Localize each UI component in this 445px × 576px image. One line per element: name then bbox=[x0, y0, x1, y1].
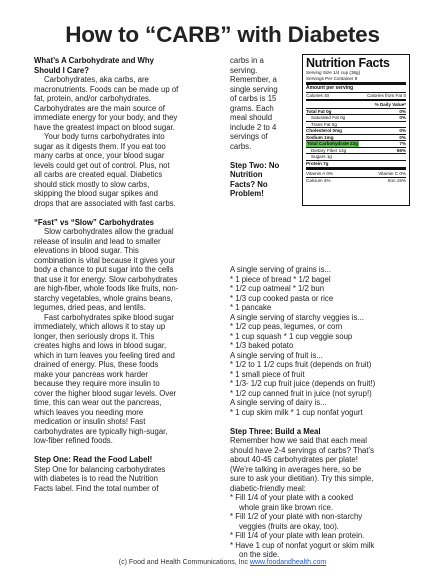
text-line: sure to ask your dietitian). Try this simple, bbox=[230, 474, 374, 483]
list-item: * 1 small piece of fruit bbox=[230, 369, 305, 379]
iron: Iron 15% bbox=[387, 177, 406, 183]
nutrient-label: Protein 7g bbox=[306, 160, 329, 166]
text-line: skipping the blood sugar spikes and bbox=[34, 189, 158, 198]
text-line: Carbohydrates are the main source of bbox=[34, 103, 165, 113]
nutrient-dv: 56% bbox=[396, 147, 406, 153]
text-line: serving. bbox=[230, 65, 258, 75]
footer bbox=[0, 559, 445, 566]
servings-per-container: Servings Per Container 8 bbox=[306, 75, 358, 81]
nutrient-label: Total Fat 0g bbox=[306, 108, 332, 114]
list-item: * 1 cup skim milk * 1 cup nonfat yogurt bbox=[230, 407, 363, 417]
calories-value: Calories 40 bbox=[306, 92, 330, 98]
meal-item-cont: whole grain like brown rice. bbox=[239, 502, 334, 512]
text-line: that use it for energy. Slow carbohydrates bbox=[34, 274, 178, 284]
text-line: meal should bbox=[230, 113, 273, 122]
text-line: about 40-45 carbohydrates per plate! bbox=[230, 455, 358, 464]
paragraph-carbs-intro bbox=[34, 75, 224, 132]
heading-line: What’s A Carbohydrate and Why bbox=[34, 56, 154, 65]
text-line: sugar as it digests them. If you eat too bbox=[34, 141, 166, 151]
text-line: cover the higher blood sugar levels. Over bbox=[34, 388, 177, 398]
list-item: * 1/2 cup peas, legumes, or corn bbox=[230, 322, 343, 331]
calcium: Calcium 4% bbox=[306, 177, 331, 183]
left-column bbox=[34, 56, 224, 493]
meal-item-cont: veggies (fruits are okay, too). bbox=[239, 521, 339, 531]
list-item: * 1/3- 1/2 cup fruit juice (depends on fruit!) bbox=[230, 379, 376, 388]
text-line: low-fiber refined foods. bbox=[34, 436, 113, 445]
nutrition-facts-title: Nutrition Facts bbox=[306, 56, 390, 70]
nutrient-dv: 0% bbox=[399, 108, 406, 114]
text-line: (We’re talking in averages here, so be bbox=[230, 464, 362, 474]
text-line: fat, protein, and/or carbohydrates. bbox=[34, 94, 152, 103]
paragraph-carbs-sugar bbox=[34, 132, 224, 208]
section-heading-step-one: Step One: Read the Food Label! bbox=[34, 455, 153, 464]
text-line: have the greatest impact on blood sugar. bbox=[34, 122, 175, 132]
text-line: should stick mostly to slow carbs, bbox=[34, 179, 150, 189]
meal-item: * Fill 1/4 of your plate with lean protein. bbox=[230, 531, 365, 540]
heading-line: Should I Care? bbox=[34, 65, 90, 75]
meal-item: * Have 1 cup of nonfat yogurt or skim milk bbox=[230, 540, 375, 550]
text-line: Slow carbohydrates allow the gradual bbox=[44, 227, 174, 236]
nutrient-rows bbox=[306, 108, 406, 167]
text-line: starchy vegetables, whole grains beans, bbox=[34, 293, 173, 303]
text-line: medication or insulin shots! Fast bbox=[34, 417, 146, 426]
section-heading-step-two bbox=[230, 161, 300, 199]
meal-item: * Fill 1/4 of your plate with a cooked bbox=[230, 493, 354, 502]
text-line: include 2 to 4 bbox=[230, 122, 277, 132]
text-line: Remember, a bbox=[230, 75, 277, 84]
text-line: drained of energy. Plus, these foods bbox=[34, 360, 159, 369]
nutrient-label: Dietary Fiber 14g bbox=[311, 147, 347, 153]
minerals-row bbox=[306, 177, 406, 184]
text-line: release of insulin and lead to smaller bbox=[34, 236, 161, 246]
list-item: * 1/2 to 1 1/2 cups fruit (depends on fruit) bbox=[230, 360, 372, 369]
nutrient-dv: 0% bbox=[399, 115, 406, 120]
text-line: levels could get out of control. Plus, not bbox=[34, 160, 170, 170]
meal-list bbox=[230, 493, 415, 560]
list-heading-starchy-veggies: A single serving of starchy veggies is... bbox=[230, 312, 364, 322]
text-line: diabetic-friendly meal: bbox=[230, 483, 306, 493]
calories-row bbox=[306, 92, 406, 99]
text-line: many carbs at once, your blood sugar bbox=[34, 151, 165, 160]
nutrient-row bbox=[306, 160, 406, 167]
section-heading-fast-vs-slow: “Fast” vs “Slow” Carbohydrates bbox=[34, 217, 155, 227]
text-line: immediate energy for your body, and they bbox=[34, 113, 178, 122]
paragraph-slow-carbs bbox=[34, 227, 224, 313]
paragraph-serving-reminder bbox=[230, 56, 300, 151]
meal-item-cont: on the side. bbox=[239, 550, 280, 559]
heading-line: Facts? No bbox=[230, 179, 268, 189]
list-item: * 1/3 baked potato bbox=[230, 341, 294, 350]
text-line: servings of bbox=[230, 132, 268, 141]
text-line: are high-fiber, whole foods like fruits, non- bbox=[34, 284, 179, 293]
serving-lists bbox=[230, 265, 415, 417]
text-line: with diabetes is to read the Nutrition bbox=[34, 474, 158, 483]
list-heading-dairy: A single serving of dairy is... bbox=[230, 398, 327, 407]
text-line: carbohydrates are typically high-sugar, bbox=[34, 426, 168, 436]
text-line: Carbohydrates, aka carbs, are bbox=[44, 75, 149, 84]
calories-fat-value: Calories from Fat 0 bbox=[366, 92, 406, 98]
list-item: * 1 piece of bread * 1/2 bagel bbox=[230, 274, 331, 284]
text-line: all carbs are created equal. Diabetics bbox=[34, 170, 163, 179]
page-title: How to “CARB” with Diabetes bbox=[65, 22, 380, 47]
daily-value-header: % Daily Value* bbox=[374, 102, 406, 107]
list-item: * 1 cup squash * 1 cup veggie soup bbox=[230, 331, 353, 341]
list-heading-grains: A single serving of grains is... bbox=[230, 265, 331, 274]
text-line: grams. Each bbox=[230, 103, 274, 113]
nutrient-label: Sugars 1g bbox=[311, 154, 332, 159]
text-line: make your pancreas work harder bbox=[34, 369, 148, 379]
serving-size: Serving Size 1/4 cup (36g) bbox=[306, 70, 361, 75]
text-line: should have 2-4 servings of carbs? That’s bbox=[230, 445, 375, 455]
footer-copyright: (c) Food and Health Communications, Inc bbox=[118, 559, 250, 566]
amount-per-serving: Amount per serving bbox=[306, 85, 354, 91]
vitamin-c: Vitamin C 0% bbox=[378, 171, 406, 176]
text-line: combination is vital because it gives your bbox=[34, 255, 176, 265]
nutrient-label: Trans Fat 0g bbox=[311, 121, 337, 127]
text-line: Fast carbohydrates spike blood sugar bbox=[44, 312, 175, 322]
nutrient-label: Cholesterol 0mg bbox=[306, 128, 342, 133]
text-line: body a chance to put sugar into the cells bbox=[34, 265, 174, 274]
text-line: Your body turns carbohydrates into bbox=[44, 132, 165, 141]
vitamin-a: Vitamin A 0% bbox=[306, 171, 333, 176]
list-item: * 1/3 cup cooked pasta or rice bbox=[230, 293, 334, 303]
list-item: * 1 pancake bbox=[230, 303, 272, 312]
text-line: elevations in blood sugar. This bbox=[34, 246, 139, 255]
paragraph-fast-carbs bbox=[34, 313, 224, 446]
meal-item: * Fill 1/2 of your plate with non-starchy bbox=[230, 512, 363, 521]
right-column bbox=[230, 265, 415, 560]
text-line: which leaves you needing more bbox=[34, 407, 144, 417]
paragraph-build-meal bbox=[230, 436, 415, 493]
text-line: drops that are associated with fast carbs. bbox=[34, 198, 176, 208]
nutrient-dv: 0% bbox=[399, 134, 406, 140]
section-heading-step-three: Step Three: Build a Meal bbox=[230, 426, 321, 436]
section-heading-what-is-carb bbox=[34, 56, 224, 75]
nutrient-label: Total Carbohydrate 22g bbox=[307, 141, 358, 146]
nutrient-dv: 7% bbox=[399, 141, 406, 146]
text-line: Facts label. Find the total number of bbox=[34, 483, 159, 493]
text-line: carbs in a bbox=[230, 56, 264, 65]
nutrient-dv: 0% bbox=[399, 128, 406, 133]
text-line: immediately, which allows it to stay up bbox=[34, 322, 166, 331]
nutrient-label: Saturated Fat 0g bbox=[311, 115, 346, 120]
nutrition-facts-label bbox=[302, 54, 410, 206]
text-line: longer, then seriously drops it. This bbox=[34, 331, 155, 341]
heading-line: Nutrition bbox=[230, 170, 263, 179]
text-line: because they require more insulin to bbox=[34, 379, 160, 388]
text-line: macronutrients. Foods can be made up of bbox=[34, 84, 179, 94]
list-item: * 1/2 cup canned fruit in juice (not syrup!) bbox=[230, 388, 372, 398]
heading-line: Step Two: No bbox=[230, 160, 280, 170]
middle-column bbox=[230, 56, 300, 199]
text-line: creates highs and lows in blood sugar, bbox=[34, 341, 167, 350]
text-line: Remember how we said that each meal bbox=[230, 436, 367, 445]
text-line: which in turn leaves you feeling tired and bbox=[34, 350, 175, 360]
text-line: time, this can wear out the pancreas, bbox=[34, 398, 162, 407]
list-item: * 1/2 cup oatmeal * 1/2 bun bbox=[230, 284, 325, 293]
text-line: of carbs is 15 bbox=[230, 94, 277, 103]
paragraph-step-one bbox=[34, 465, 224, 494]
text-line: Step One for balancing carbohydrates bbox=[34, 464, 166, 474]
nutrient-label: Sodium 1mg bbox=[306, 134, 334, 140]
text-line: legumes, dried peas, and lentils. bbox=[34, 303, 146, 312]
footer-link[interactable]: www.foodandhealth.com bbox=[249, 559, 327, 566]
heading-line: Problem! bbox=[230, 189, 264, 198]
list-heading-fruit: A single serving of fruit is... bbox=[230, 350, 323, 360]
text-line: carbs. bbox=[230, 141, 252, 151]
text-line: single serving bbox=[230, 84, 278, 94]
